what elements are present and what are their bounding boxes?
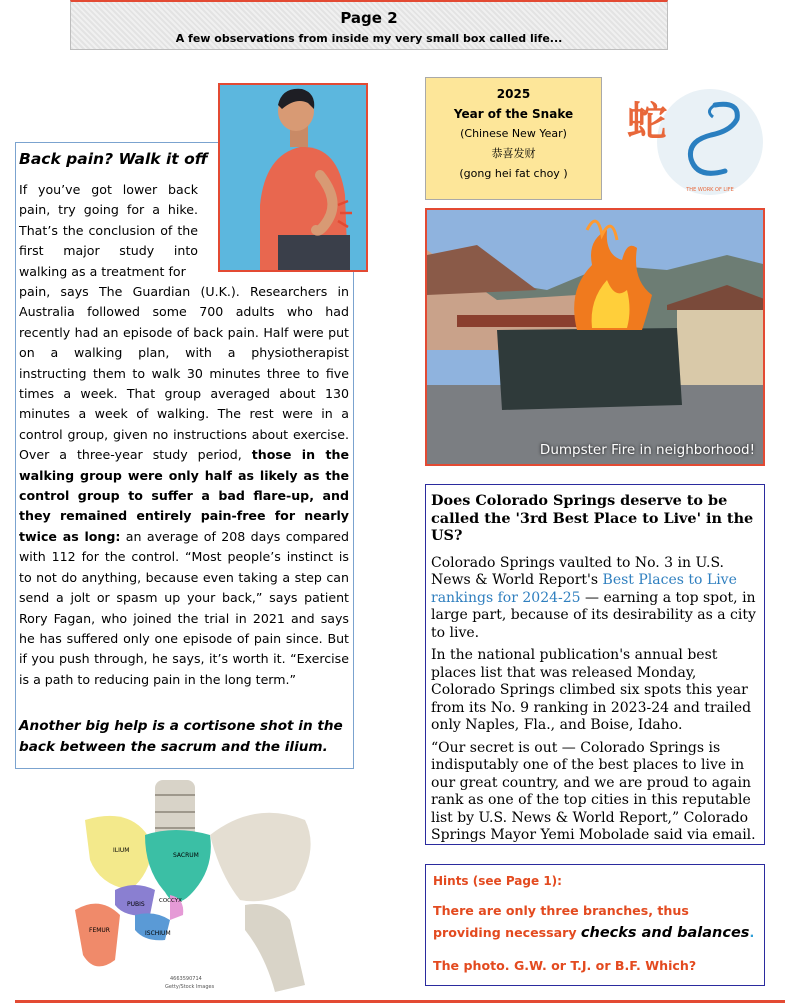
best-places-link[interactable]: Best Places to Live rankings for 2024-25 (431, 572, 737, 606)
ischium-label: ISCHIUM (145, 930, 171, 937)
pelvis-credit-2: Getty/Stock Images (165, 984, 215, 990)
hints-line-1-dot: . (749, 925, 755, 940)
back-pain-text-intro: If you’ve got lower back pain, try going for a hike. That’s the conclusion of the first major study into walking as a treatment for (19, 182, 198, 279)
bottom-divider (15, 1000, 785, 1003)
dumpster-fire-photo (425, 208, 765, 466)
snake-logo-char: 蛇 (627, 99, 667, 145)
coccyx-label: COCCYX (159, 898, 182, 904)
snake-name: Year of the Snake (453, 107, 574, 121)
snake-year: 2025 (496, 87, 531, 101)
snake-logo-icon (625, 87, 765, 197)
snake-festival: (Chinese New Year) (460, 127, 567, 140)
colorado-springs-article (425, 484, 765, 845)
back-pain-text-bold: those in the walking group were only half as likely as the control group to suffer a bad flare-up, and they remained entirely pain-free for nearly twice as long: (19, 447, 349, 544)
back-pain-text-part1: pain, says The Guardian (U.K.). Researchers in Australia followed some 700 adults who had recently had an episode of back pain. Half were put on a walking plan, with a physiotherapist instructing them to walk 30 minutes three to five times a week. That group averaged about 130 minutes a week of walking. The rest were in a control group, given no instructions about exercise. Over a three-year study period, (19, 284, 349, 463)
pelvis-diagram (75, 780, 340, 995)
snake-greeting-pinyin: (gong hei fat choy ) (459, 167, 568, 180)
pubis-label: PUBIS (127, 901, 145, 908)
back-pain-text-part2: an average of 208 days compared with 112 for the control. “Most people’s instinct is to not do anything, because even taking a step can send a jolt or spasm up your back,” says patient Rory Fagan, who joined the trial in 2021 and says he has suffered only one episode of pain since. But if you push through, he says, it’s worth it. “Exercise is a path to reducing pain in the long term.” (19, 528, 349, 687)
sacrum-label: SACRUM (173, 852, 199, 859)
snake-logo-text: THE WORK OF LIFE (686, 187, 734, 193)
back-pain-text-body (19, 282, 349, 690)
snake-greeting-chinese: 恭喜发财 (491, 147, 536, 160)
back-pain-closing: Another big help is a cortisone shot in the back between the sacrum and the ilium. (19, 718, 343, 755)
year-of-snake-box (425, 77, 602, 200)
hints-line-1-emphasis: checks and balances (580, 925, 750, 941)
hints-line-1-text: There are only three branches, thus providing necessary (433, 903, 689, 940)
colorado-paragraph-2: In the national publication's annual best places list that was released Monday, Colorado Springs climbed six spots this year from its No. 9 ranking in 2023-24 and trailed only Naples, Fla., and Boise, Idaho. (431, 647, 752, 733)
colorado-paragraph-3: “Our secret is out — Colorado Springs is indisputably one of the best places to live in our great country, and we are proud to again rank as one of the top cities in this reputable list by U.S. News & World Report,” Colorado Springs Mayor Yemi Mobolade said via email. (431, 739, 756, 843)
page-header (70, 0, 668, 50)
hints-box (425, 864, 765, 986)
page-subtitle: A few observations from inside my very small box called life... (175, 32, 563, 45)
page-number: Page 2 (340, 9, 398, 27)
back-pain-illustration (218, 83, 368, 272)
hints-title: Hints (see Page 1): (433, 874, 562, 888)
colorado-title: Does Colorado Springs deserve to be called the '3rd Best Place to Live' in the US? (431, 492, 754, 544)
hints-line-2: The photo. G.W. or T.J. or B.F. Which? (433, 958, 697, 973)
dumpster-fire-caption: Dumpster Fire in neighborhood! (539, 442, 755, 458)
colorado-p1-after: — earning a top spot, in large part, because of its desirability as a city to live. (431, 589, 756, 641)
hints-line-1 (433, 900, 757, 944)
femur-label: FEMUR (89, 927, 110, 934)
colorado-paragraph-1 (431, 555, 759, 643)
pelvis-credit-1: 4663590714 (170, 976, 202, 982)
colorado-p1-before: Colorado Springs vaulted to No. 3 in U.S. News & World Report's (431, 554, 724, 588)
ilium-label: ILIUM (113, 847, 130, 854)
back-pain-title: Back pain? Walk it off (19, 150, 208, 168)
